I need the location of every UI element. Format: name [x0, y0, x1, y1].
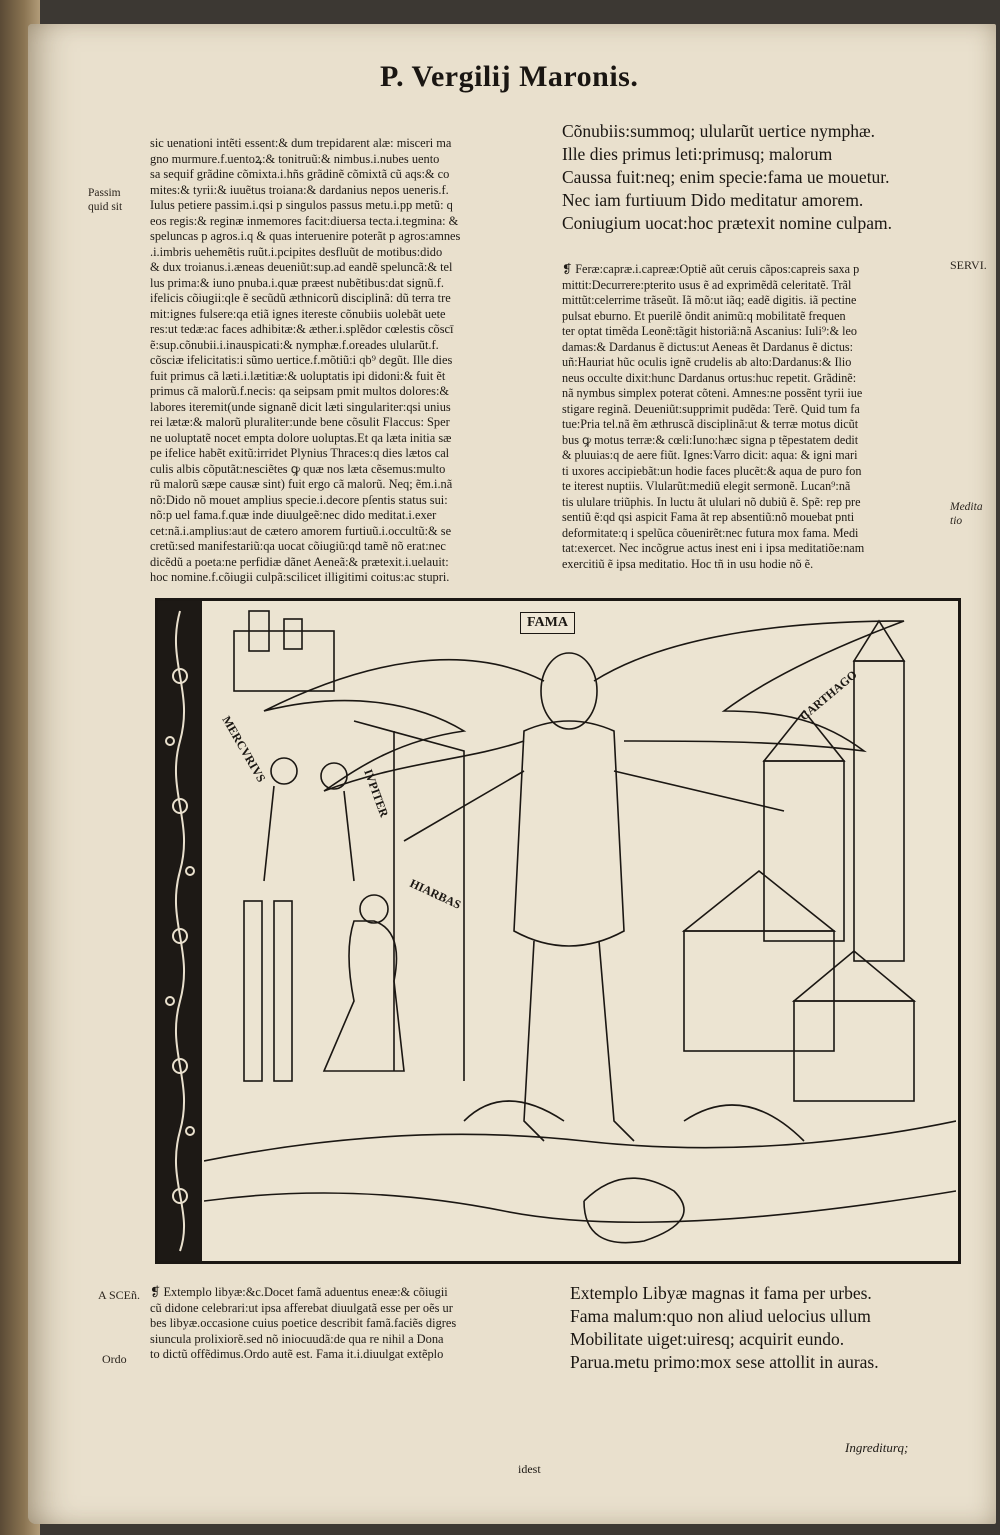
verse-top: Cõnubiis:summoq; ulularũt uertice nymphæ. Ille dies primus leti:primusq; malorum Caussa fuit:neq; enim specie:fama ue mouetur. Nec iam furtiuum Dido meditatur amorem. Coniugium uocat:hoc prætexit nomine culpam. — [562, 121, 893, 233]
woodcut-scene — [204, 601, 956, 1255]
page-header: P. Vergilij Maronis. — [380, 60, 639, 93]
label-mercurius: MERCVRIVS — [219, 713, 269, 785]
commentary-bottom: ❡ Extemplo libyæ:&c.Docet famã aduentus eneæ:& cõiugii cũ didone celebrari:ut ipsa afferebat diuulgatã esse per oẽs ur bes libyæ.occasione cuius poetice describit famã.faciẽs digres siuncula prolixiorẽ.sed nõ iniocuudã:de qua re nihil a Dona to dictũ offẽdimus.Ordo autẽ est. Fama it.i.diuulgat extẽplo — [150, 1285, 457, 1361]
margin-note-ordo: Ordo — [102, 1352, 127, 1366]
verse-bottom: Extemplo Libyæ magnas it fama per urbes. Fama malum:quo non aliud uelocius ullum Mobilitate uiget:uiresq; acquirit eundo. Parua.metu primo:mox sese attollit in auras. — [570, 1283, 879, 1372]
catchword: Ingrediturq; — [845, 1440, 909, 1455]
margin-note-ascen: A SCEñ. — [98, 1288, 141, 1302]
fama-woodcut — [155, 598, 961, 1264]
label-fama: FAMA — [520, 612, 575, 634]
floral-border-pattern — [158, 601, 202, 1261]
commentary-right: ❡ Feræ:capræ.i.capreæ:Optiẽ aũt ceruis cãpos:capreis saxa p mittit:Decurrere:pterito usus ẽ ad exprimẽdã celeritatẽ. Trãl mittũt:celerrime trãseũt. Iã mõ:ut iãq; eadẽ digitis. iã pectine pulsat eburno. Et puerilẽ õndit animũ:q mobilitatẽ frequen ter optat timẽda Leonẽ:tãgit historiã:nã Ascanius: Iuli⁹:& leo damas:& Dardanus ẽ dictus:ut Aeneas ẽt Dardanus ẽ dictus: uñ:Hauriat hũc oculis ignẽ crudelis ab alto:Dardanus:& Ilio neus occulte dixit:hunc Dardanus ortus:huc repetit. Grãdinẽ: nã nymbus simplex poterat cõteni. Amnes:ne possẽnt tyrii iue stigare reginã. Deueniũt:supprimit pudẽda: Terẽ. Quid tum fa tue:Pria tel.nã ẽm æthruscã disciplinã:ut & terræ motus dicũt bus ꝙ motus terræ:& cœli:Iuno:hæc signa p tẽpestatem dedit & pluuias:q de aere fiũt. Ignes:Varro dicit: aqua: & igni mari ti uxores accipiebãt:un hodie faces plucẽt:& aqua de puro fon te iterest nuptiis. Vlularũt:mediũ elegit sermonẽ. Lucan⁹:nã tis ululare triũphis. In luctu ãt ululari nõ dubiũ ẽ. Spẽ: rep pre sentiũ ẽ:qd qsi aspicit Fama ãt rep absentiũ:nõ mouebat pnti deformitate:q i spelũca cõuenirẽt:nec futura mox fama. Medi tat:exercet. Nec incõgrue actus inest eni i ipsa meditatiõe:nam exercitiũ ẽ ipsa meditatio. Hoc tñ in usu hodie nõ ẽ. — [562, 262, 865, 571]
floral-border — [158, 601, 202, 1261]
commentary-left: sic uenationi intẽti essent:& dum trepidarent alæ: misceri ma gno murmure.f.uentoꝝ:& tonitruũ:& nimbus.i.nubes uento sa sequif grãdine cõmixta.i.hñs grãdinẽ cõmixtã cũ aqs:& co mites:& tyrii:& iuuẽtus troiana:& dardanius nepos ueneris.f. Iulus petiere passim.i.qsi p singulos passus metu.i.pp metũ: q eos regis:& reginæ inmemores facit:diuersa tecta.i.tegmina: & speluncas p agros.i.q & quas interuenire poterãt p agros:amnes .i.imbris uehemẽtis ruũt.i.pcipites desfluũt de motibus:dido & dux troianus.i.æneas deueniũt:sup.ad eandẽ speluncã:& tel lus prima:& iuno pnuba.i.quæ præest nubẽtibus:dat signũ.f. ifelicis cõiugii:qle ẽ secũdũ æthnicorũ disciplinã: dũ terra tre mit:ignes fulsere:qa etiã ignes itereste cõnubiis uolebãt uete res:ut tedæ:ac faces adhibitæ:& æther.i.splẽdor cœlestis cõscī ẽ:sup.cõnubii.i.inauspicati:& nymphæ.f.oreades ulularũt.f. cõsciæ ifelicitatis:i sũmo uertice.f.mõtiũ:i qb⁹ degũt. Ille dies fuit primus cã læti.i.lætitiæ:& uoluptatis ipi didoni:& fuit ẽt primus cã malorũ.f.necis: qa seipsam pmit multos dolores:& labores iteremit(unde signanẽ dicit læti singulariter:qsi unius rei lætæ:& malorũ pluraliter:unde bene cõsulit Flaccus: Sper ne uoluptatẽ nocet empta dolore uoluptas.Et qa læta initia sæ pe ifelice habẽt exitũ:irridet Plynius Thraces:q dies lætos cal culis albis cõputãt:nesciẽtes ꝙ quæ nos læta cẽsemus:multo rũ malorũ sæpe causæ sint) fuit ergo cã malorũ. Neq; ẽm.i.nã nõ:Dido nõ mouet amplius specie.i.decore pſentis status sui: nõ:p uel fama.f.quæ inde diuulgeẽ:nec dido meditat.i.exer cet:nã.i.amplius:aut de cætero amorem furtiuũ.i.occultũ:& se cretũ:sed manifestariũ:qa uocat cõiugiũ:qd tamẽ nõ erat:nec dicẽdũ a poeta:ne perfidiæ dãnet Aeneã:& prætexit.i.uelauit: hoc nomine.f.cõiugii culpã:scilicet illigitimi coitus:ac stupri. — [150, 136, 461, 584]
label-iupiter: IVPITER — [361, 767, 392, 820]
label-carthago: CARTHAGO — [796, 667, 860, 724]
margin-note-passim: Passim quid sit — [88, 187, 123, 213]
idest-note: idest — [518, 1462, 541, 1476]
margin-note-servi: SERVI. — [950, 258, 987, 272]
margin-note-meditatio: Medita tio — [950, 501, 983, 527]
label-hiarbas: HIARBAS — [407, 876, 464, 912]
